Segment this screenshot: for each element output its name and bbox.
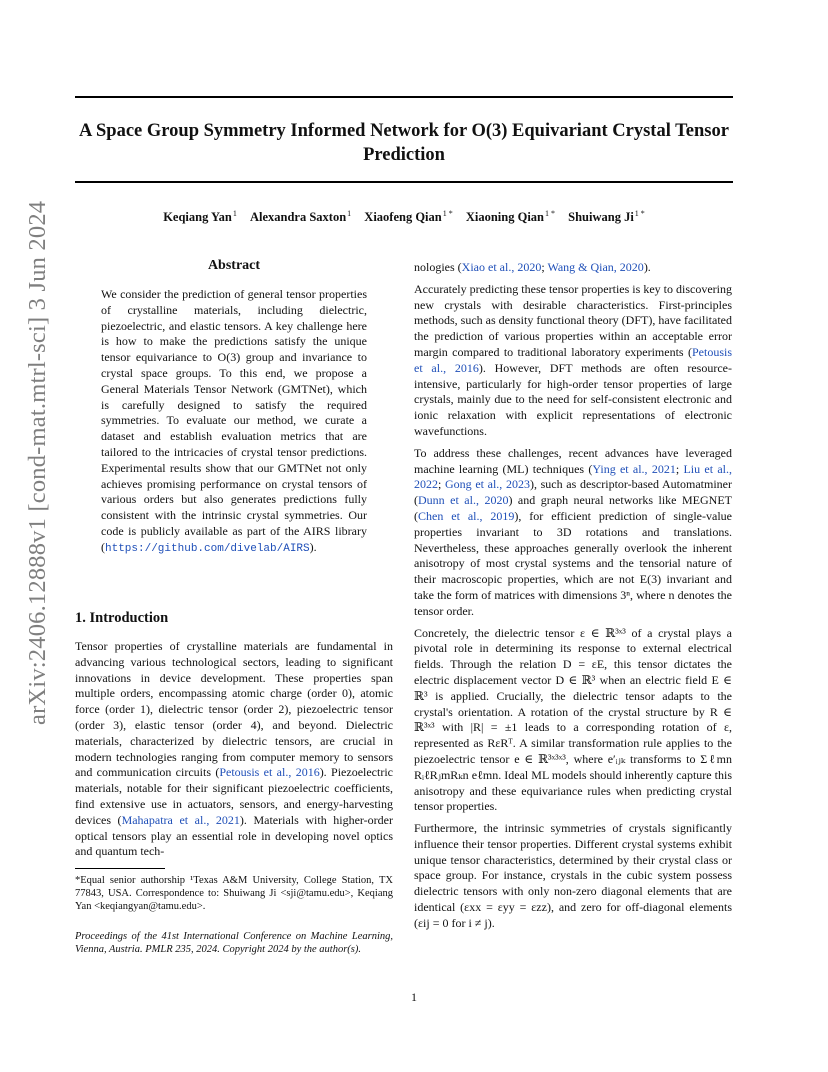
citation-link[interactable]: Liu et al., 2022 — [414, 461, 732, 492]
citation-link[interactable]: Petousis et al., 2016 — [414, 344, 732, 375]
intro-left-column — [75, 639, 393, 866]
footnote-rule — [75, 868, 165, 869]
citation-link[interactable]: Gong et al., 2023 — [445, 477, 530, 492]
paragraph: Concretely, the dielectric tensor ε ∈ ℝ³ˣ³ of a crystal plays a pivotal role in determining its response to external electrical fields. Through the relation D = εE, this tensor dictates the electric displacement vector D ∈ ℝ³ when an electric field E ∈ ℝ³ is applied. Crucially, the dielectric tensor adapts to the crystal's orientation. A rotation of the crystal structure by R ∈ ℝ³ˣ³ with |R| = ±1 leads to a corresponding rotation of ε, represented as RεRᵀ. A similar transformation rule applies to the piezoelectric tensor e ∈ ℝ³ˣ³ˣ³, where e′ᵢⱼₖ transforms to Σℓmn RᵢℓRⱼmRₖn eℓmn. Ideal ML models should inherently capture this anisotropy and these equivariance rules when predicting crystal tensor properties. — [414, 625, 732, 814]
arxiv-stamp: arXiv:2406.12888v1 [cond-mat.mtrl-sci] 3 Jun 2024 — [24, 200, 51, 725]
citation-link[interactable]: Ying et al., 2021 — [592, 461, 676, 476]
paragraph: Furthermore, the intrinsic symmetries of crystals significantly influence their tensor properties. Different crystal systems exhibit unique tensor characteristics, determined by their crystal class or space group. For instance, crystals in the cubic system possess dielectric tensors with only non-zero diagonal elements that are identical (εxx = εyy = εzz), and zero for off-diagonal elements (εij = 0 for i ≠ j). — [414, 821, 732, 930]
paragraph: Accurately predicting these tensor properties is key to discovering new crystals with desirable characteristics. First-principles methods, such as density functional theory (DFT), have facilitated the prediction of various properties within an acceptable error margin compared to traditional laboratory experiments (Petousis et al., 2016). However, DFT methods are often resource-intensive, particularly for high-order tensor properties of large crystals, mainly due to the need for self-consistent electronic and ionic relaxation with explicit representations of electronic wavefunctions. — [414, 281, 732, 438]
title-top-rule — [75, 96, 733, 98]
citation-link[interactable]: Dunn et al., 2020 — [418, 493, 509, 508]
author-list — [75, 209, 733, 225]
citation-link[interactable]: Petousis et al., 2016 — [219, 765, 320, 780]
intro-paragraph: Tensor properties of crystalline materials are fundamental in advancing various technological sectors, leading to significant innovations in device development. These properties span multiple orders, encompassing atomic charge (order 0), atomic force (order 1), dielectric tensor (order 2), piezoelectric tensor (order 3), elastic tensor (order 4), and beyond. Dielectric materials, characterized by dielectric tensors, are crucial in modern technologies ranging from computer memory to sensors and communication circuits (Petousis et al., 2016). Piezoelectric materials, notable for their significant piezoelectric coefficients, find extensive use in actuators, sensors, and energy-harvesting devices (Mahapatra et al., 2021). Materials with higher-order optical tensors play an essential role in developing novel optics and quantum tech- — [75, 639, 393, 859]
abstract-heading: Abstract — [207, 258, 261, 273]
abstract-text: We consider the prediction of general tensor properties of crystalline materials, including dielectric, piezoelectric, and elastic tensors. A key challenge here is how to make the predictions satisfy the unique tensor equivariance to O(3) group and invariance to crystal space groups. To this end, we propose a General Materials Tensor Network (GMTNet), which is carefully designed to satisfy the required symmetries. To evaluate our method, we curate a dataset and establish evaluation metrics that are tailored to the intricacies of crystal tensor predictions. Experimental results show that our GMTNet not only achieves promising performance on crystal tensors of various orders but also generates predictions fully consistent with the intrinsic crystal symmetries. Our code is publicly available as part of the AIRS library (https://github.com/divelab/AIRS). — [101, 287, 367, 555]
citation-link[interactable]: Wang & Qian, 2020 — [547, 260, 644, 274]
author: Alexandra Saxton$^1$ — [249, 209, 352, 225]
author: Keqiang Yan$^1$ — [163, 209, 237, 225]
author: Shuiwang $Ji^{1 *}$ — [568, 209, 645, 225]
citation-link[interactable]: Xiao et al., 2020 — [461, 260, 542, 274]
author: Xiaoning Qian$^{1 *}$ — [465, 209, 556, 225]
paragraph: To address these challenges, recent advances have leveraged machine learning (ML) techniques (Ying et al., 2021; Liu et al., 2022; Gong et al., 2023), such as descriptor-based Automatminer (Dunn et al., 2020) and graph neural networks like MEGNET (Chen et al., 2019), for efficient prediction of single-value properties invariant to 3D rotations and translations. Nevertheless, these approaches generally overlook the inherent anisotropy of most crystal systems and the tensorial nature of their macroscopic properties, which are not E(3) invariant and take the form of matrices with dimensions 3ⁿ, where n denotes the tensor order. — [414, 445, 732, 618]
paper-title: A Space Group Symmetry Informed Network for O(3) Equivariant Crystal Tensor Prediction — [79, 121, 729, 165]
citation-link[interactable]: Mahapatra et al., 2021 — [121, 812, 240, 827]
section-heading-introduction: 1. Introduction — [75, 610, 169, 626]
code-link[interactable]: https://github.com/divelab/AIRS — [105, 542, 310, 555]
footnote: *Equal senior authorship ¹Texas A&M University, College Station, TX 77843, USA. Correspondence to: Shuiwang Ji <sji@tamu.edu>, Keqiang Yan <keqiangyan@tamu.edu>. — [75, 875, 393, 912]
page-number: 1 — [411, 990, 417, 1004]
right-column — [414, 260, 732, 938]
proceedings-note: Proceedings of the 41st International Conference on Machine Learning, Vienna, Austria. PMLR 235, 2024. Copyright 2024 by the author(s). — [75, 931, 393, 955]
title-bottom-rule — [75, 181, 733, 183]
paragraph: nologies (Xiao et al., 2020; Wang & Qian, 2020). — [414, 260, 651, 274]
citation-link[interactable]: Chen et al., 2019 — [418, 508, 515, 523]
author: Xiaofeng Qian$^{1 *}$ — [364, 209, 453, 225]
